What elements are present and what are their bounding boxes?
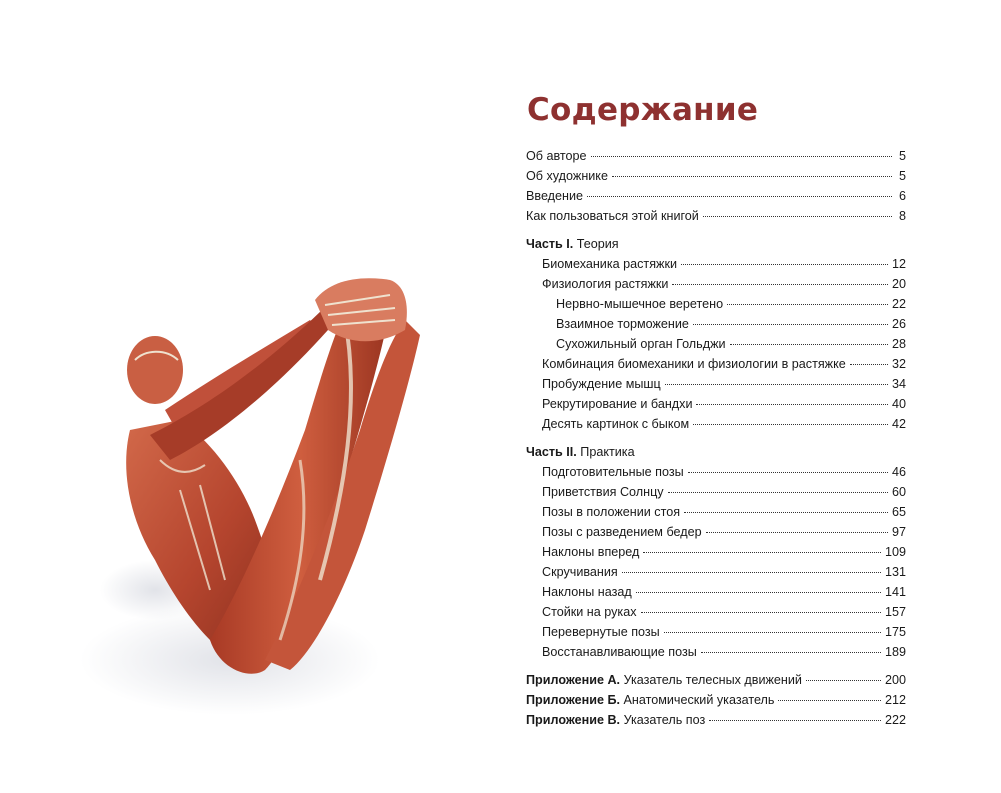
dot-leader: [636, 591, 881, 593]
toc-entry-label: Десять картинок с быком: [542, 417, 690, 431]
toc-entry-appendix[interactable]: [526, 710, 906, 730]
toc-entry[interactable]: [526, 542, 906, 562]
toc-entry[interactable]: [526, 394, 906, 414]
toc-entry[interactable]: [526, 166, 906, 186]
dot-leader: [672, 283, 888, 285]
toc-entry-appendix[interactable]: [526, 670, 906, 690]
dot-leader: [806, 679, 881, 681]
dot-leader: [587, 195, 892, 197]
dot-leader: [693, 323, 888, 325]
toc-entry[interactable]: [526, 522, 906, 542]
toc-entry-label: Введение: [526, 189, 584, 203]
toc-entry-label: Об художнике: [526, 169, 608, 183]
toc-entry[interactable]: [526, 374, 906, 394]
toc-entry[interactable]: [526, 146, 906, 166]
toc-entry-page: 26: [891, 317, 906, 331]
dot-leader: [778, 699, 881, 701]
toc-entry[interactable]: [526, 502, 906, 522]
part-prefix: Часть II.: [526, 445, 577, 459]
dot-leader: [696, 403, 888, 405]
toc-entry[interactable]: [526, 642, 906, 662]
dot-leader: [612, 175, 892, 177]
dot-leader: [665, 383, 888, 385]
toc-entry-page: 200: [884, 673, 906, 687]
toc-entry-page: 157: [884, 605, 906, 619]
toc-entry-page: 97: [891, 525, 906, 539]
toc-entry-label: Позы в положении стоя: [542, 505, 681, 519]
appendix-title: Указатель телесных движений: [623, 673, 802, 687]
toc-entry[interactable]: [526, 294, 906, 314]
toc-entry-page: 5: [898, 149, 906, 163]
dot-leader: [684, 511, 888, 513]
section-gap: [526, 662, 906, 670]
toc-entry-label: Комбинация биомеханики и физиологии в растяжке: [542, 357, 846, 371]
toc-entry[interactable]: [526, 254, 906, 274]
appendix-prefix: Приложение Б.: [526, 693, 621, 707]
head: [127, 336, 183, 404]
toc-entry[interactable]: [526, 274, 906, 294]
toc-entry-page: 22: [891, 297, 906, 311]
toc-entry-label: Восстанавливающие позы: [542, 645, 697, 659]
toc-entry-label: [526, 710, 705, 730]
dot-leader: [701, 651, 881, 653]
dot-leader: [681, 263, 888, 265]
toc-entry-label: Взаимное торможение: [556, 317, 689, 331]
toc-title: Содержание: [527, 92, 759, 128]
toc-entry-page: 175: [884, 625, 906, 639]
table-of-contents: [526, 88, 906, 730]
toc-entry-page: 131: [884, 565, 906, 579]
toc-entry-page: 141: [884, 585, 906, 599]
toc-entry-label: Пробуждение мышц: [542, 377, 661, 391]
part2-list: [526, 462, 906, 662]
dot-leader: [730, 343, 888, 345]
toc-entry-page: 6: [898, 189, 906, 203]
toc-entry-label: Как пользоваться этой книгой: [526, 209, 699, 223]
dot-leader: [693, 423, 888, 425]
toc-entry-page: 20: [891, 277, 906, 291]
toc-entry-label: Стойки на руках: [542, 605, 637, 619]
dot-leader: [591, 155, 892, 157]
toc-entry-label: Позы с разведением бедер: [542, 525, 702, 539]
dot-leader: [727, 303, 888, 305]
part-heading-theory: [526, 234, 906, 254]
dot-leader: [668, 491, 888, 493]
toc-entry[interactable]: [526, 482, 906, 502]
toc-entry[interactable]: [526, 186, 906, 206]
part-heading-practice: [526, 442, 906, 462]
dot-leader: [706, 531, 888, 533]
toc-entry-page: 212: [884, 693, 906, 707]
part-prefix: Часть I.: [526, 237, 574, 251]
dot-leader: [850, 363, 888, 365]
toc-entry-page: 28: [891, 337, 906, 351]
toc-entry-label: Биомеханика растяжки: [542, 257, 677, 271]
toc-entry-page: 60: [891, 485, 906, 499]
anatomical-figure-illustration: [60, 260, 460, 730]
toc-entry-page: 65: [891, 505, 906, 519]
part1-list: [526, 254, 906, 434]
toc-entry[interactable]: [526, 334, 906, 354]
appendix-list: [526, 670, 906, 730]
toc-entry-label: [526, 670, 802, 690]
dot-leader: [641, 611, 881, 613]
toc-entry-page: 34: [891, 377, 906, 391]
toc-entry-label: Об авторе: [526, 149, 587, 163]
toc-entry-label: Подготовительные позы: [542, 465, 684, 479]
part-name: Теория: [576, 237, 619, 251]
toc-entry-label: Нервно-мышечное веретено: [556, 297, 724, 311]
toc-entry-label: Физиология растяжки: [542, 277, 669, 291]
toc-entry-page: 8: [898, 209, 906, 223]
part-name: Практика: [580, 445, 635, 459]
front-matter-list: [526, 146, 906, 226]
hands-feet: [315, 278, 407, 341]
toc-entry-page: 109: [884, 545, 906, 559]
dot-leader: [622, 571, 881, 573]
toc-entry-page: 12: [891, 257, 906, 271]
toc-entry-label: [526, 690, 774, 710]
dot-leader: [709, 719, 881, 721]
toc-entry-page: 46: [891, 465, 906, 479]
toc-entry-label: Скручивания: [542, 565, 618, 579]
toc-entry[interactable]: [526, 582, 906, 602]
toc-entry[interactable]: [526, 414, 906, 434]
toc-entry[interactable]: [526, 562, 906, 582]
toc-entry-page: 189: [884, 645, 906, 659]
appendix-title: Анатомический указатель: [623, 693, 775, 707]
toc-entry-page: 40: [891, 397, 906, 411]
dot-leader: [688, 471, 888, 473]
toc-entry-label: Наклоны вперед: [542, 545, 640, 559]
toc-entry-label: Рекрутирование и бандхи: [542, 397, 693, 411]
dot-leader: [643, 551, 881, 553]
toc-entry-label: Сухожильный орган Гольджи: [556, 337, 726, 351]
dot-leader: [703, 215, 892, 217]
toc-entry[interactable]: [526, 462, 906, 482]
toc-entry-page: 222: [884, 713, 906, 727]
toc-entry-appendix[interactable]: [526, 690, 906, 710]
toc-entry-label: Приветствия Солнцу: [542, 485, 664, 499]
toc-entry-page: 5: [898, 169, 906, 183]
dot-leader: [664, 631, 881, 633]
toc-entry[interactable]: [526, 622, 906, 642]
toc-entry[interactable]: [526, 354, 906, 374]
toc-entry[interactable]: [526, 206, 906, 226]
toc-entry-page: 32: [891, 357, 906, 371]
toc-entry[interactable]: [526, 314, 906, 334]
toc-entry-label: Перевернутые позы: [542, 625, 660, 639]
appendix-prefix: Приложение В.: [526, 713, 621, 727]
toc-entry-label: Наклоны назад: [542, 585, 632, 599]
appendix-prefix: Приложение А.: [526, 673, 621, 687]
toc-entry[interactable]: [526, 602, 906, 622]
appendix-title: Указатель поз: [623, 713, 706, 727]
toc-entry-page: 42: [891, 417, 906, 431]
